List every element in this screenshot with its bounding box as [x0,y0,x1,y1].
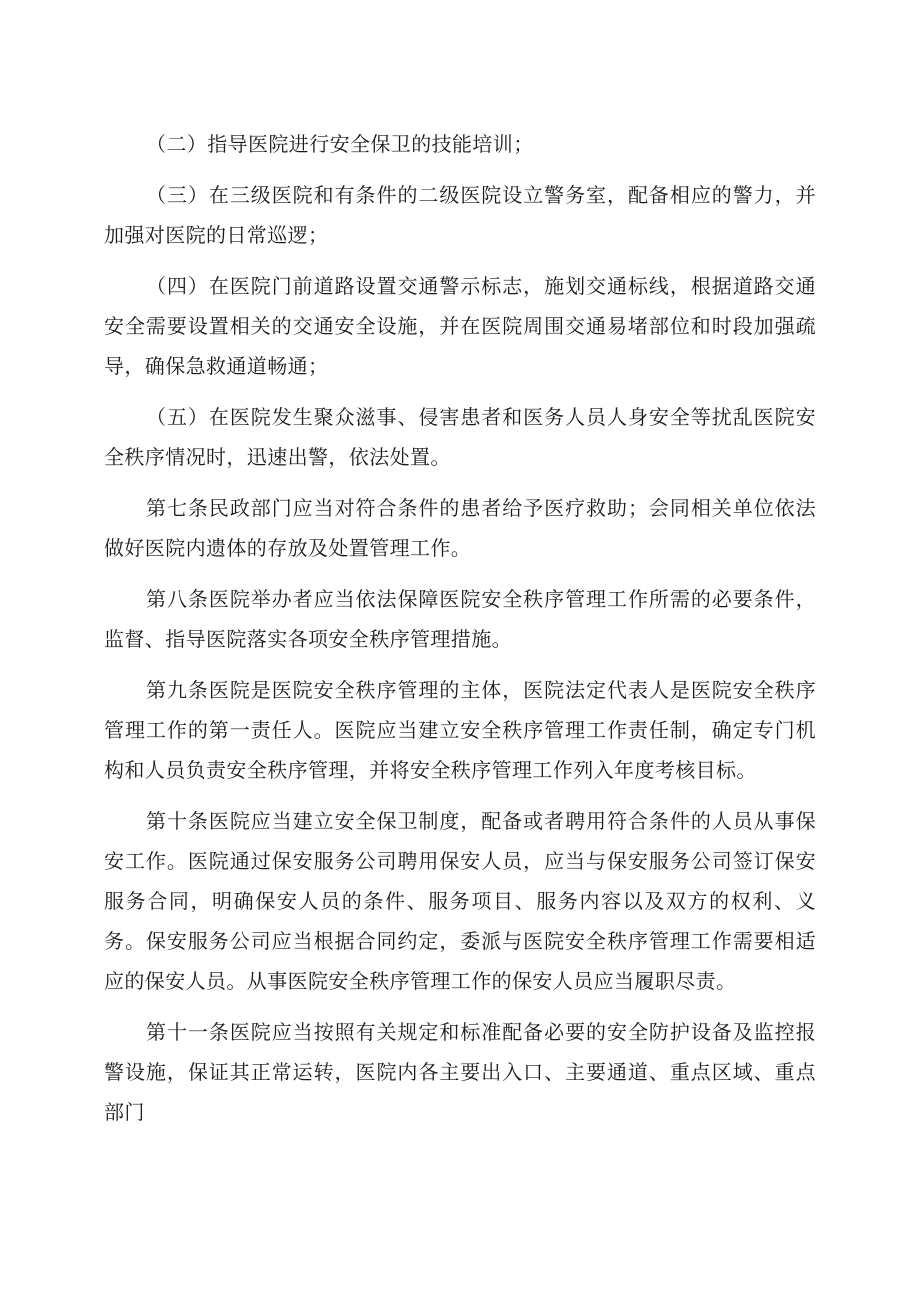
paragraph-article-9: 第九条医院是医院安全秩序管理的主体，医院法定代表人是医院安全秩序管理工作的第一责任人。医院应当建立安全秩序管理工作责任制，确定专门机构和人员负责安全秩序管理，并将安全秩序管理工作列入年度考核目标。 [104,678,816,782]
paragraph-article-11: 第十一条医院应当按照有关规定和标准配备必要的安全防护设备及监控报警设施，保证其正常运转，医院内各主要出入口、主要通道、重点区域、重点部门 [104,1020,816,1124]
paragraph-article-8: 第八条医院举办者应当依法保障医院安全秩序管理工作所需的必要条件，监督、指导医院落实各项安全秩序管理措施。 [104,587,816,651]
paragraph-article-7: 第七条民政部门应当对符合条件的患者给予医疗救助；会同相关单位依法做好医院内遗体的存放及处置管理工作。 [104,496,816,560]
paragraph-item-3: （三）在三级医院和有条件的二级医院设立警务室，配备相应的警力，并加强对医院的日常巡逻； [104,183,816,247]
document-body [104,124,816,1132]
paragraph-item-2: （二）指导医院进行安全保卫的技能培训； [146,132,534,156]
paragraph-item-5: （五）在医院发生聚众滋事、侵害患者和医务人员人身安全等扰乱医院安全秩序情况时，迅速出警，依法处置。 [104,405,816,469]
paragraph-article-10: 第十条医院应当建立安全保卫制度，配备或者聘用符合条件的人员从事保安工作。医院通过保安服务公司聘用保安人员，应当与保安服务公司签订保安服务合同，明确保安人员的条件、服务项目、服务内容以及双方的权利、义务。保安服务公司应当根据合同约定，委派与医院安全秩序管理工作需要相适应的保安人员。从事医院安全秩序管理工作的保安人员应当履职尽责。 [104,809,816,993]
paragraph-item-4: （四）在医院门前道路设置交通警示标志，施划交通标线，根据道路交通安全需要设置相关的交通安全设施，并在医院周围交通易堵部位和时段加强疏导，确保急救通道畅通； [104,274,816,378]
